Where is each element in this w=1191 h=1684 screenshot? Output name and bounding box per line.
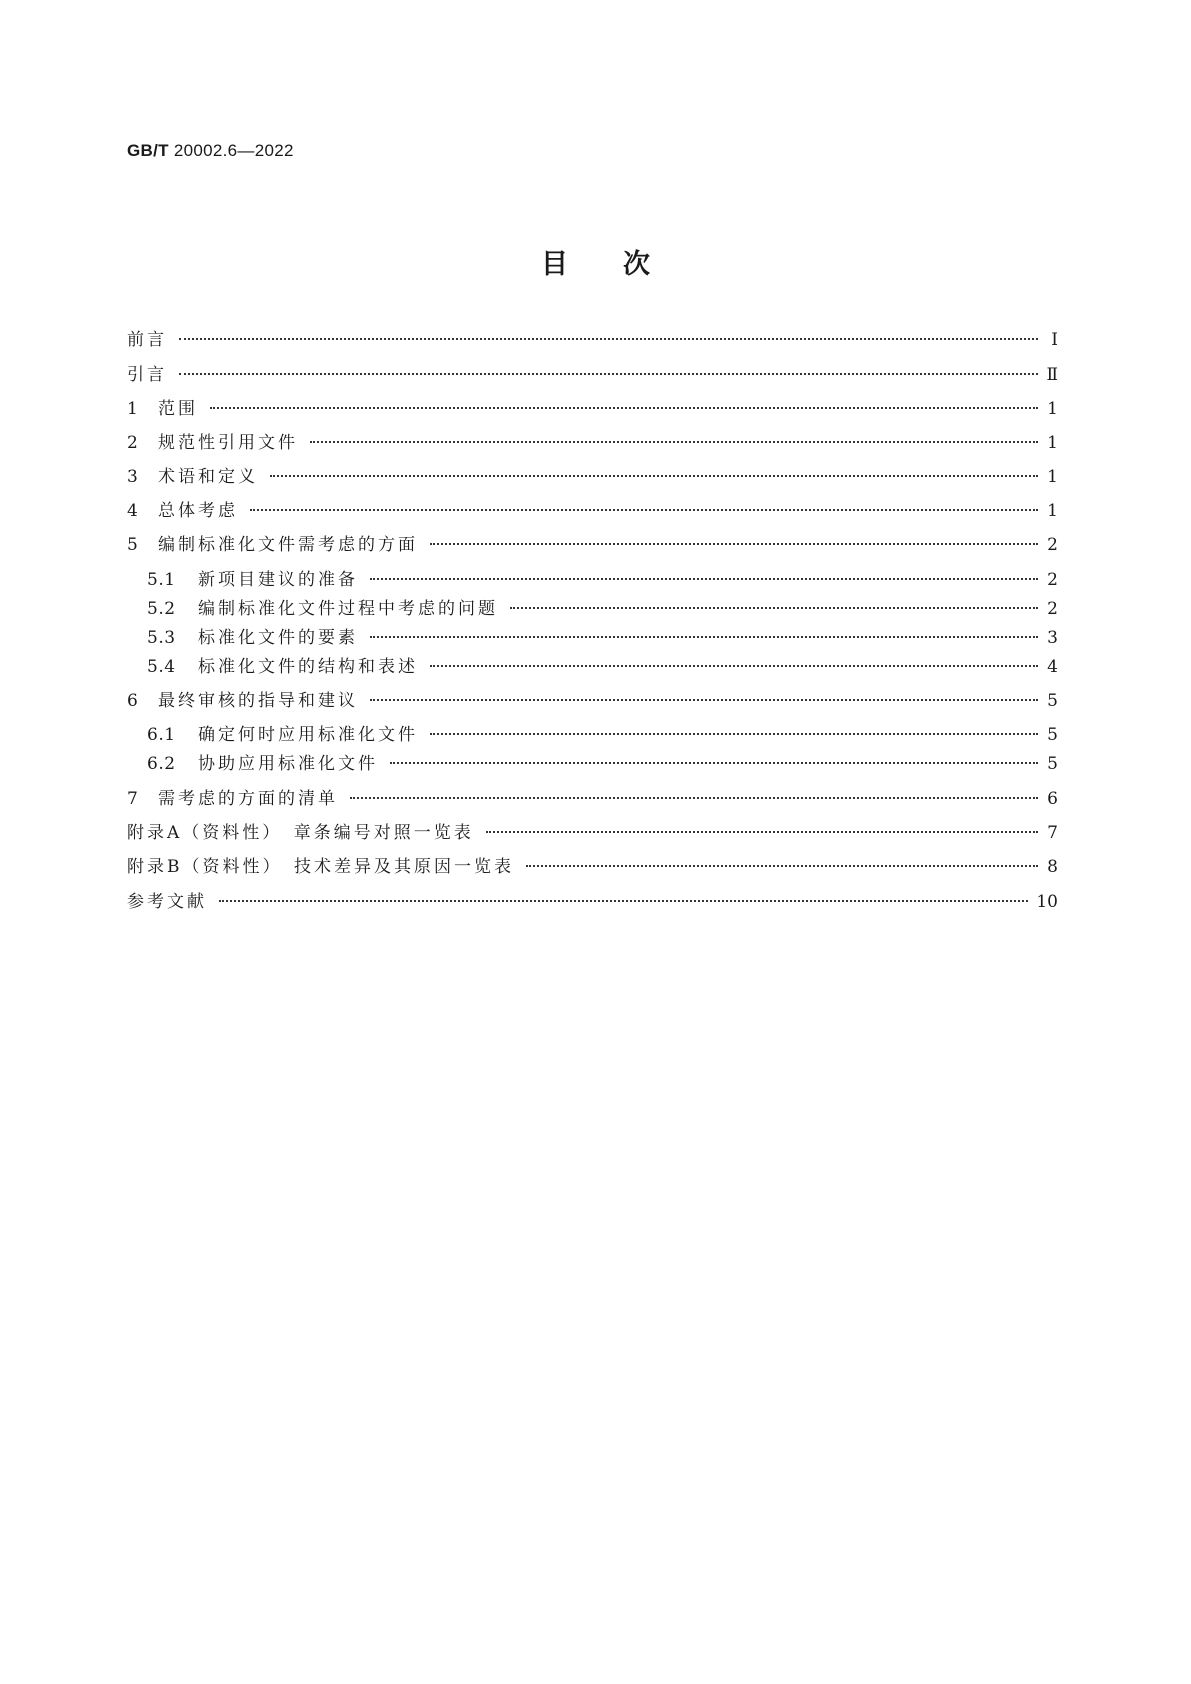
toc-entry-page: 5: [1047, 754, 1058, 774]
toc-dot-leader: [430, 733, 1038, 735]
toc-entry-page: 6: [1047, 789, 1058, 809]
toc-entry-label: 协助应用标准化文件: [198, 754, 378, 774]
toc-entry-page: 4: [1047, 657, 1058, 677]
toc-entry-label: 引言: [127, 365, 167, 385]
toc-dot-leader: [219, 900, 1028, 902]
toc-entry-page: 7: [1047, 823, 1058, 843]
toc-dot-leader: [250, 509, 1038, 511]
toc-entry[interactable]: [127, 888, 1058, 916]
toc-entry[interactable]: [127, 819, 1058, 847]
toc-entry-number: 6.2: [147, 754, 176, 774]
toc-entry-page: Ⅰ: [1051, 330, 1058, 350]
toc-entry-number: 5.3: [147, 628, 176, 648]
toc-entry-number: 4: [127, 501, 139, 521]
toc-dot-leader: [430, 543, 1038, 545]
toc-dot-leader: [390, 762, 1038, 764]
toc-dot-leader: [510, 607, 1038, 609]
toc-entry-page: 3: [1047, 628, 1058, 648]
toc-entry[interactable]: [127, 463, 1058, 491]
toc-entry-label: 新项目建议的准备: [198, 570, 358, 590]
toc-entry[interactable]: [127, 853, 1058, 881]
toc-entry-number: 5.1: [147, 570, 176, 590]
toc-title: 目次: [541, 249, 705, 280]
toc-entry-page: 5: [1047, 725, 1058, 745]
toc-entry-page: 1: [1047, 399, 1058, 419]
toc-entry[interactable]: [127, 566, 1058, 594]
document-code: [127, 141, 294, 161]
toc-entry-label: 需考虑的方面的清单: [158, 789, 338, 809]
toc-entry[interactable]: [127, 326, 1058, 354]
toc-entry-number: 1: [127, 399, 139, 419]
toc-entry[interactable]: [127, 653, 1058, 681]
document-code-prefix: GB/T: [127, 141, 169, 160]
toc-dot-leader: [370, 636, 1038, 638]
toc-entry-label: 术语和定义: [158, 467, 258, 487]
toc-entry-label: 编制标准化文件需考虑的方面: [158, 535, 418, 555]
toc-entry-label: 最终审核的指导和建议: [158, 691, 358, 711]
toc-entry-label: 标准化文件的结构和表述: [198, 657, 418, 677]
toc-dot-leader: [350, 797, 1038, 799]
toc-dot-leader: [179, 338, 1038, 340]
toc-entry-label: 范围: [158, 399, 198, 419]
toc-entry-label: 确定何时应用标准化文件: [198, 725, 418, 745]
toc-entry-page: 2: [1047, 535, 1058, 555]
toc-entry[interactable]: [127, 785, 1058, 813]
toc-entry-number: 7: [127, 789, 139, 809]
toc-entry[interactable]: [127, 497, 1058, 525]
toc-entry-label: 附录B（资料性） 技术差异及其原因一览表: [127, 857, 514, 877]
toc-entry-number: 6.1: [147, 725, 176, 745]
toc-dot-leader: [179, 373, 1038, 375]
toc-entry[interactable]: [127, 595, 1058, 623]
toc-entry-number: 3: [127, 467, 139, 487]
toc-entry-page: 8: [1047, 857, 1058, 877]
toc-entry-page: 1: [1047, 501, 1058, 521]
toc-dot-leader: [370, 578, 1038, 580]
toc-entry[interactable]: [127, 429, 1058, 457]
toc-entry-label: 附录A（资料性） 章条编号对照一览表: [127, 823, 474, 843]
toc-entry[interactable]: [127, 687, 1058, 715]
toc-entry[interactable]: [127, 531, 1058, 559]
toc-dot-leader: [210, 407, 1038, 409]
toc-entry-number: 6: [127, 691, 139, 711]
toc-dot-leader: [430, 665, 1038, 667]
toc-entry[interactable]: [127, 624, 1058, 652]
toc-entry-number: 5: [127, 535, 139, 555]
toc-dot-leader: [370, 699, 1038, 701]
toc-dot-leader: [270, 475, 1038, 477]
toc-entry-page: 2: [1047, 599, 1058, 619]
document-code-number: 20002.6—2022: [173, 141, 294, 160]
toc-entry-number: 5.4: [147, 657, 176, 677]
toc-entry-page: 1: [1047, 433, 1058, 453]
toc-entry-label: 前言: [127, 330, 167, 350]
toc-entry-page: 5: [1047, 691, 1058, 711]
toc-dot-leader: [486, 831, 1038, 833]
toc-entry-label: 规范性引用文件: [158, 433, 298, 453]
toc-entry-label: 编制标准化文件过程中考虑的问题: [198, 599, 498, 619]
toc-entry-page: 2: [1047, 570, 1058, 590]
toc-entry[interactable]: [127, 721, 1058, 749]
toc-entry-page: Ⅱ: [1046, 365, 1058, 385]
toc-entry[interactable]: [127, 750, 1058, 778]
toc-entry-label: 标准化文件的要素: [198, 628, 358, 648]
toc-entry-number: 2: [127, 433, 139, 453]
toc-entry-number: 5.2: [147, 599, 176, 619]
toc-entry-page: 10: [1036, 892, 1058, 912]
toc-dot-leader: [526, 865, 1038, 867]
toc-entry[interactable]: [127, 395, 1058, 423]
toc-dot-leader: [310, 441, 1038, 443]
toc-entry-label: 参考文献: [127, 892, 207, 912]
toc-entry-label: 总体考虑: [158, 501, 238, 521]
toc-entry[interactable]: [127, 361, 1058, 389]
toc-entry-page: 1: [1047, 467, 1058, 487]
